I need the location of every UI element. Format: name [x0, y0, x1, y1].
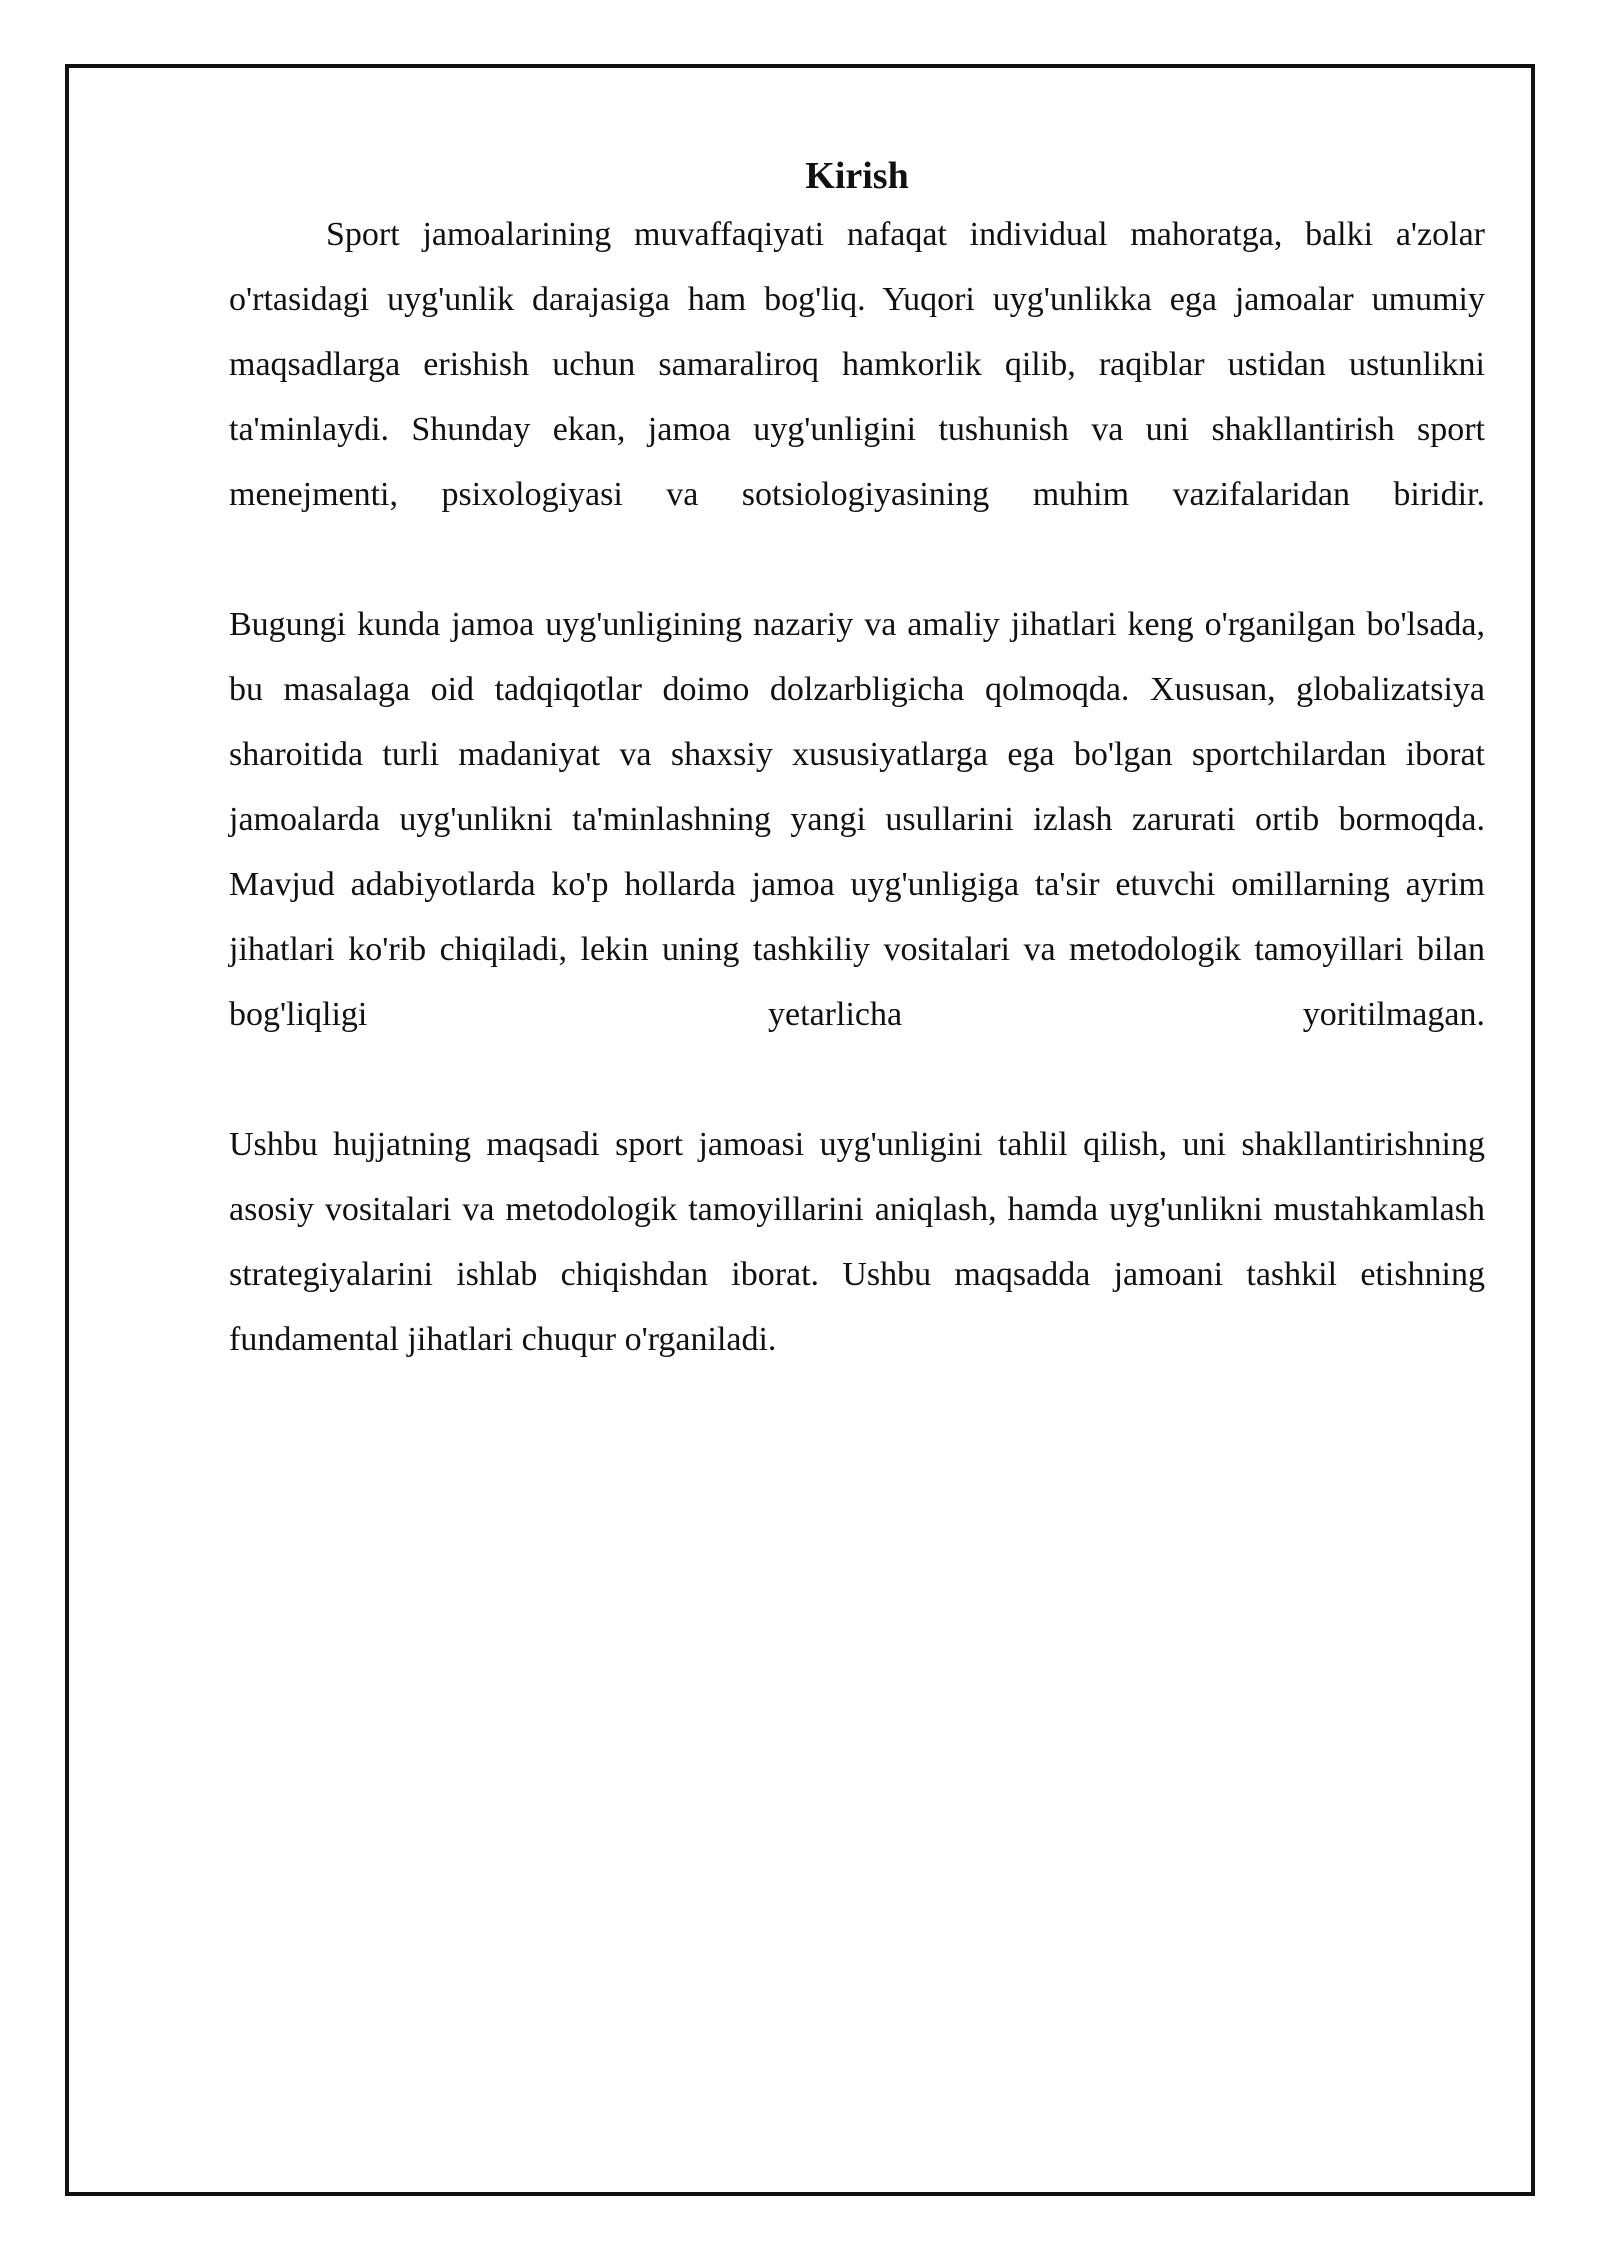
- document-body: [229, 150, 1485, 1372]
- paragraph-2: Bugungi kunda jamoa uyg'unligining nazariy va amaliy jihatlari keng o'rganilgan bo'lsada, bu masalaga oid tadqiqotlar doimo dolzarbligicha qolmoqda. Xususan, globalizatsiya sharoitida turli madaniyat va shaxsiy xususiyatlarga ega bo'lgan sportchilardan iborat jamoalarda uyg'unlikni ta'minlashning yangi usullarini izlash zarurati ortib bormoqda. Mavjud adabiyotlarda ko'p hollarda jamoa uyg'unligiga ta'sir etuvchi omillarning ayrim jihatlari ko'rib chiqiladi, lekin uning tashkiliy vositalari va metodologik tamoyillari bilan bog'liqligi yetarlicha yoritilmagan.: [229, 606, 1485, 1033]
- section-title: Kirish: [805, 155, 909, 197]
- paragraph-1: Sport jamoalarining muvaffaqiyati nafaqat individual mahoratga, balki a'zolar o'rtasidagi uyg'unlik darajasiga ham bog'liq. Yuqori uyg'unlikka ega jamoalar umumiy maqsadlarga erishish uchun samaraliroq hamkorlik qilib, raqiblar ustidan ustunlikni ta'minlaydi. Shunday ekan, jamoa uyg'unligini tushunish va uni shakllantirish sport menejmenti, psixologiyasi va sotsiologiyasining muhim vazifalaridan biridir.: [229, 216, 1485, 513]
- paragraph-gap: [229, 527, 1485, 592]
- paragraph-3: Ushbu hujjatning maqsadi sport jamoasi uyg'unligini tahlil qilish, uni shakllantirishning asosiy vositalari va metodologik tamoyillarini aniqlash, hamda uyg'unlikni mustahkamlash strategiyalarini ishlab chiqishdan iborat. Ushbu maqsadda jamoani tashkil etishning fundamental jihatlari chuqur o'rganiladi.: [229, 1126, 1485, 1358]
- paragraph-gap: [229, 1047, 1485, 1112]
